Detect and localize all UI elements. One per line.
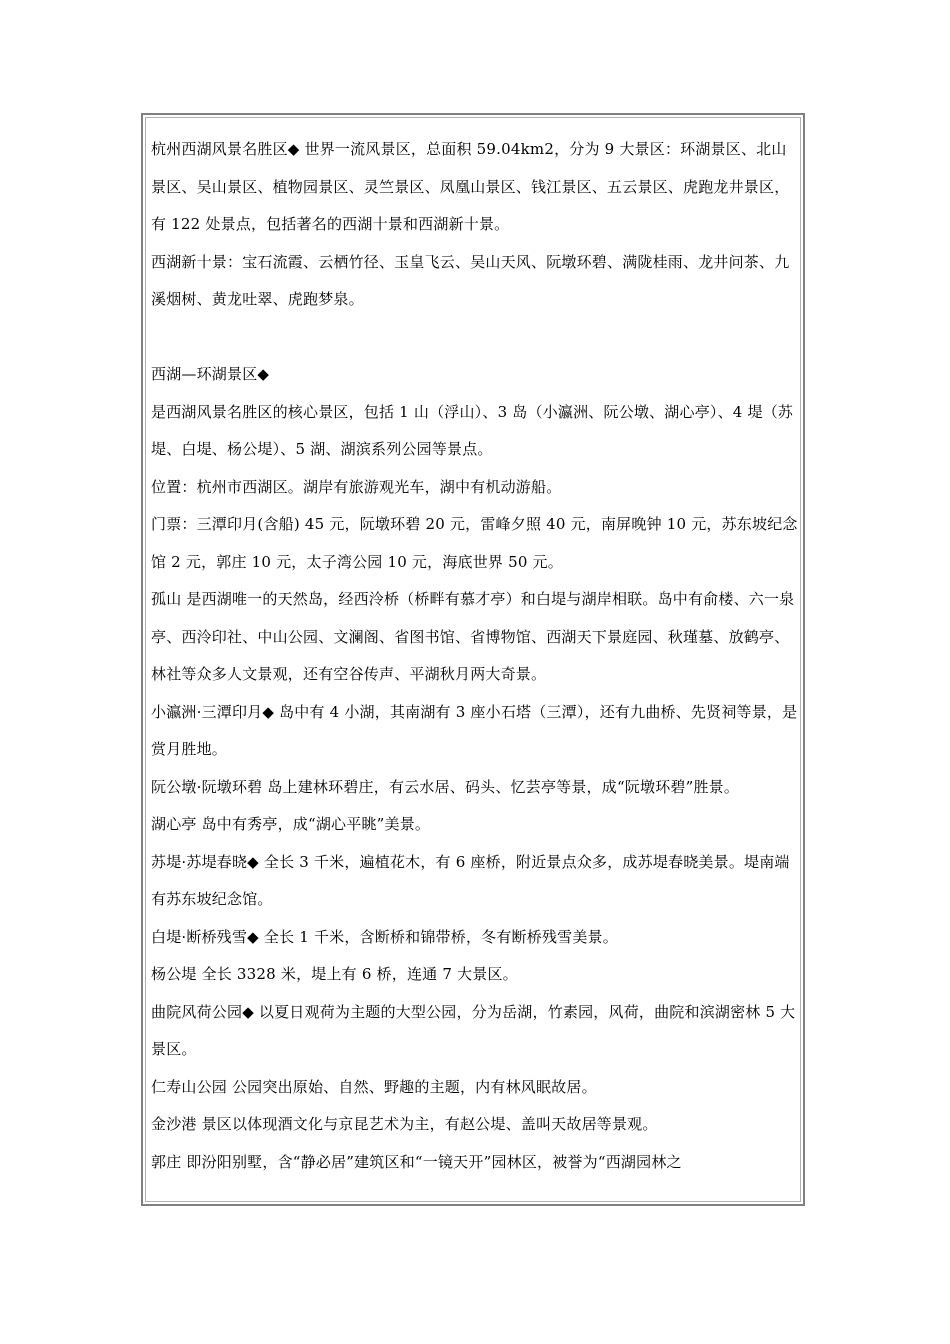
- paragraph-yanggongdi: 杨公堤 全长 3328 米，堤上有 6 桥，连通 7 大景区。: [151, 965, 518, 983]
- paragraph-renshoushan: 仁寿山公园 公园突出原始、自然、野趣的主题，内有林风眠故居。: [151, 1077, 597, 1096]
- paragraph-overview: 杭州西湖风景名胜区◆ 世界一流风景区，总面积 59.04km2，分为 9 大景区：环湖景区、北山景区、吴山景区、植物园景区、灵竺景区、凤凰山景区、钱江景区、五云景区、虎跑龙井景区，有 122 处景点，包括著名的西湖十景和西湖新十景。: [151, 140, 790, 233]
- paragraph-huxinting: 湖心亭 岛中有秀亭，成“湖心平眺”美景。: [151, 815, 431, 833]
- paragraph-tickets: 门票：三潭印月(含船) 45 元，阮墩环碧 20 元，雷峰夕照 40 元，南屏晚钟 10 元，苏东坡纪念馆 2 元，郭庄 10 元，太子湾公园 10 元，海底世界 50 元。: [151, 515, 798, 571]
- paragraph-new-ten-views: 西湖新十景：宝石流霞、云栖竹径、玉皇飞云、吴山天风、阮墩环碧、满陇桂雨、龙井问茶、九溪烟树、黄龙吐翠、虎跑梦泉。: [151, 252, 790, 308]
- paragraph-core-area: 是西湖风景名胜区的核心景区，包括 1 山（浮山）、3 岛（小瀛洲、阮公墩、湖心亭）、4 堤（苏堤、白堤、杨公堤）、5 湖、湖滨系列公园等景点。: [151, 402, 794, 458]
- document-body: [151, 131, 799, 1181]
- paragraph-guozhuang: 郭庄 即汾阳别墅，含“静必居”建筑区和“一镜天开”园林区，被誉为“西湖园林之: [151, 1152, 682, 1171]
- paragraph-quyuan-fenghe: 曲院风荷公园◆ 以夏日观荷为主题的大型公园，分为岳湖，竹素园，风荷，曲院和滨湖密林 5 大景区。: [151, 1002, 796, 1058]
- blank-line: [151, 319, 799, 357]
- paragraph-xiaoyingzhou: 小瀛洲·三潭印月◆ 岛中有 4 小湖，其南湖有 3 座小石塔（三潭），还有九曲桥、先贤祠等景，是赏月胜地。: [151, 702, 798, 758]
- paragraph-ruangongdun: 阮公墩·阮墩环碧 岛上建林环碧庄，有云水居、码头、忆芸亭等景，成“阮墩环碧”胜景。: [151, 777, 740, 796]
- paragraph-jinshagang: 金沙港 景区以体现酒文化与京昆艺术为主，有赵公堤、盖叫天故居等景观。: [151, 1115, 658, 1133]
- paragraph-gushan: 孤山 是西湖唯一的天然岛，经西泠桥（桥畔有慕才亭）和白堤与湖岸相联。岛中有俞楼、六一泉亭、西泠印社、中山公园、文澜阁、省图书馆、省博物馆、西湖天下景庭园、秋瑾墓、放鹤亭、林社等众多人文景观，还有空谷传声、平湖秋月两大奇景。: [151, 590, 795, 683]
- paragraph-location: 位置：杭州市西湖区。湖岸有旅游观光车，湖中有机动游船。: [151, 477, 562, 496]
- paragraph-sudi: 苏堤·苏堤春晓◆ 全长 3 千米，遍植花木，有 6 座桥，附近景点众多，成苏堤春晓美景。堤南端有苏东坡纪念馆。: [151, 852, 790, 908]
- paragraph-baidi: 白堤·断桥残雪◆ 全长 1 千米，含断桥和锦带桥，冬有断桥残雪美景。: [151, 927, 618, 946]
- document-frame: [141, 113, 805, 1206]
- section-heading-lakeside: 西湖—环湖景区◆: [151, 365, 270, 383]
